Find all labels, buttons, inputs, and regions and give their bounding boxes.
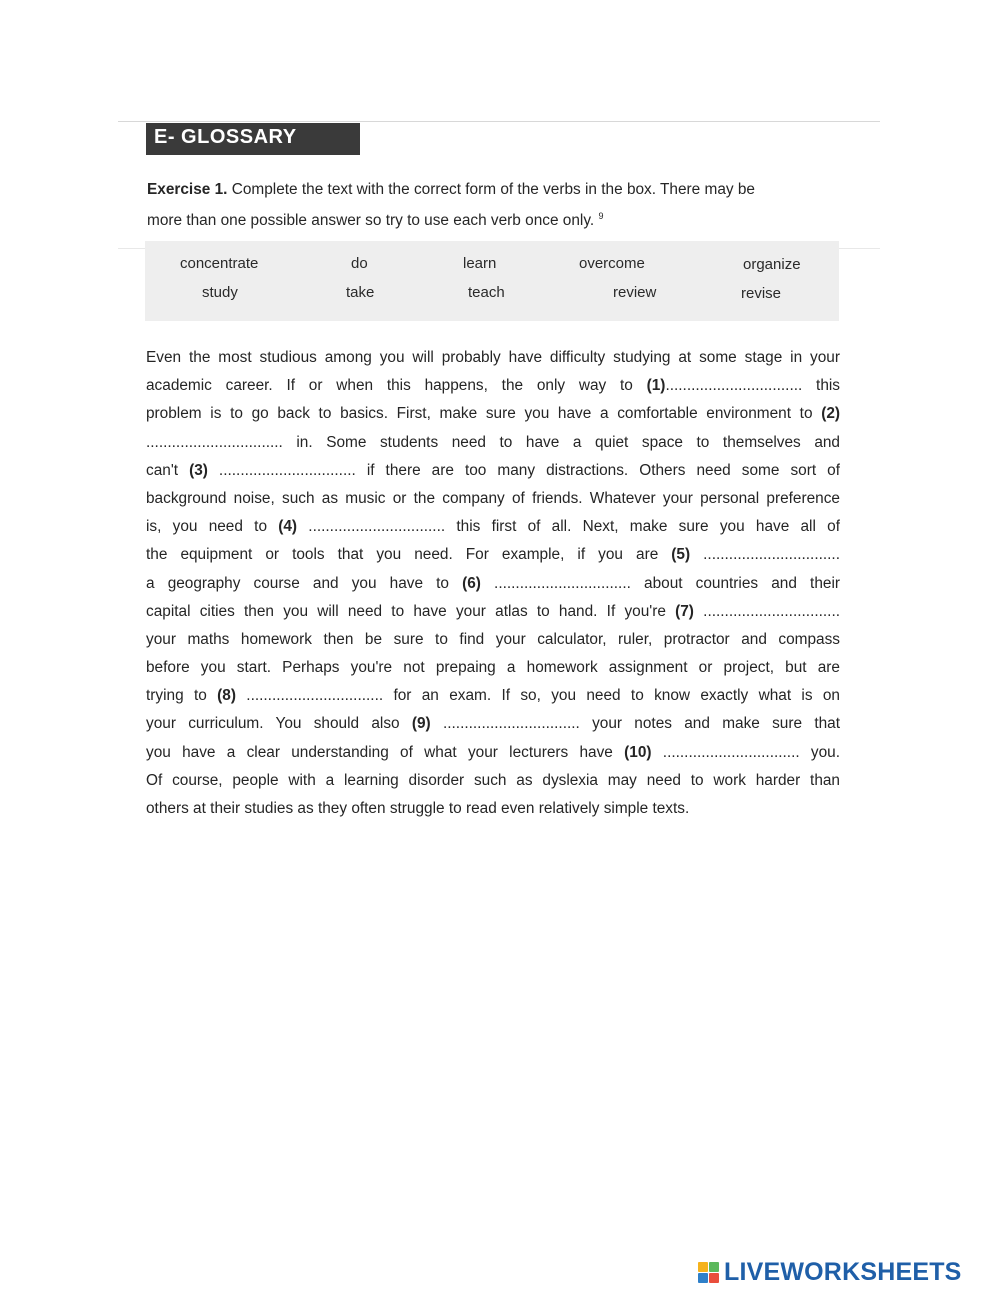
blank-1[interactable]: ................................ this (665, 377, 840, 395)
passage-line: you have a clear understanding of what your lecturers have (10) ................................ you. (146, 743, 840, 761)
verb-review: review (613, 284, 657, 301)
blank-number-4: (4) (278, 518, 298, 536)
exercise-label: Exercise 1. (147, 181, 228, 198)
blank-5[interactable]: ................................ (690, 546, 840, 564)
blank-7[interactable]: ................................ (693, 602, 840, 620)
verb-do: do (351, 255, 368, 272)
brand-name: LIVEWORKSHEETS (724, 1257, 962, 1286)
exercise-instructions (147, 177, 847, 234)
blank-number-6: (6) (462, 574, 481, 592)
passage-line: is, you need to (4) ................................ this first of all. Next, make sure you have all of (146, 518, 840, 536)
passage-line: before you start. Perhaps you're not prepaing a homework assignment or project, but are (146, 659, 840, 677)
top-rule (118, 121, 880, 122)
verb-organize: organize (743, 256, 801, 273)
passage-line: Even the most studious among you will probably have difficulty studying at some stage in your (146, 349, 840, 366)
instruction-line1: Complete the text with the correct form of the verbs in the box. There may be (231, 181, 755, 198)
verb-study: study (202, 284, 238, 301)
blank-9[interactable]: ................................ your notes and make sure that (430, 715, 840, 733)
passage-line: your maths homework then be sure to find your calculator, ruler, protractor and compass (146, 630, 840, 648)
blank-4[interactable]: ................................ this first of all. Next, make sure you have all of (297, 518, 840, 536)
passage-line: trying to (8) ................................ for an exam. If so, you need to know exactly what is on (146, 687, 840, 705)
blank-number-10: (10) (624, 743, 652, 761)
blank-10[interactable]: ................................ you. (651, 743, 840, 761)
passage-line: capital cities then you will need to have your atlas to hand. If you're (7) ................................ (146, 602, 840, 620)
verb-box (145, 241, 839, 321)
liveworksheets-brand[interactable] (698, 1257, 962, 1287)
blank-number-5: (5) (671, 546, 691, 564)
logo-square-blue (698, 1273, 708, 1283)
passage-line (146, 429, 840, 457)
footnote-mark: 9 (598, 211, 604, 221)
blank-number-8: (8) (217, 687, 236, 705)
logo-square-green (709, 1262, 719, 1272)
passage-line: can't (3) ................................ if there are too many distractions. Others need some sort of (146, 461, 840, 479)
passage-line: academic career. If or when this happens, the only way to (1)................................ this (146, 377, 840, 395)
logo-square-red (709, 1273, 719, 1283)
section-title-text: E- GLOSSARY (154, 126, 297, 148)
passage-line: Of course, people with a learning disorder such as dyslexia may need to work harder than (146, 771, 840, 789)
blank-number-9: (9) (411, 715, 431, 733)
passage-line: a geography course and you have to (6) ................................ about countries and their (146, 574, 840, 592)
blank-2[interactable]: ................................ in. Some students need to have a quiet space to themselves and (146, 433, 840, 451)
section-title (146, 123, 360, 155)
verb-teach: teach (468, 284, 505, 301)
verb-learn: learn (463, 255, 497, 272)
verb-revise: revise (741, 285, 782, 302)
passage-line: the equipment or tools that you need. For example, if you are (5) ................................ (146, 546, 840, 564)
logo-square-yellow (698, 1262, 708, 1272)
passage-line: problem is to go back to basics. First, make sure you have a comfortable environment to (2) (146, 405, 840, 423)
passage-line: your curriculum. You should also (9) ................................ your notes and make sure that (146, 715, 840, 733)
verb-concentrate: concentrate (180, 255, 259, 272)
blank-6[interactable]: ................................ about countries and their (480, 574, 840, 592)
passage-line: others at their studies as they often struggle to read even relatively simple texts. (146, 800, 690, 817)
verb-overcome: overcome (579, 255, 645, 272)
blank-3[interactable]: ................................ if there are too many distractions. Others need some sort of (207, 461, 840, 479)
instruction-line2: more than one possible answer so try to use each verb once only. (147, 212, 595, 230)
blank-8[interactable]: ................................ for an exam. If so, you need to know exactly what is on (235, 687, 840, 705)
verb-take: take (346, 284, 375, 301)
blank-number-7: (7) (675, 602, 694, 620)
exercise-passage (146, 344, 840, 823)
liveworksheets-logo-icon (698, 1262, 719, 1283)
blank-number-2: (2) (821, 405, 840, 423)
blank-number-3: (3) (189, 461, 208, 479)
passage-line: background noise, such as music or the company of friends. Whatever your personal preference (146, 489, 840, 507)
blank-number-1: (1) (646, 377, 666, 395)
